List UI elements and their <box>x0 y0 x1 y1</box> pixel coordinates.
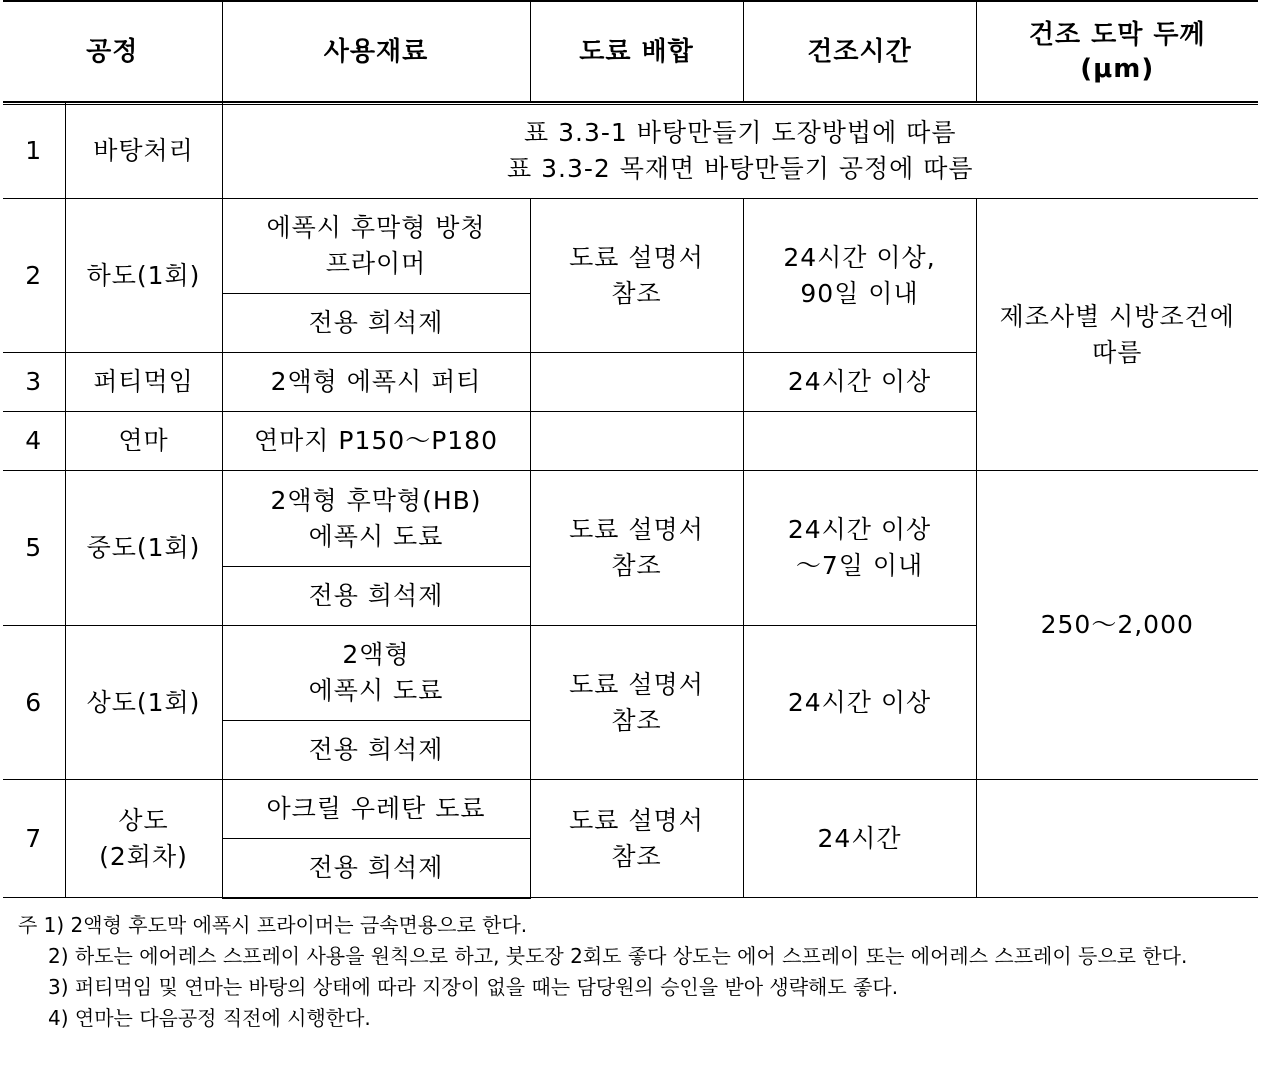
drying-cell: 24시간 이상 ～7일 이내 <box>743 471 976 626</box>
footnotes <box>18 910 1258 1034</box>
row-number: 1 <box>3 103 65 199</box>
header-process: 공정 <box>3 1 222 102</box>
drying-cell: 24시간 이상 <box>743 353 976 412</box>
row-number: 4 <box>3 412 65 471</box>
material-cell: 아크릴 우레탄 도료 <box>222 780 530 839</box>
header-drying-time: 건조시간 <box>743 1 976 102</box>
material-cell: 2액형 에폭시 퍼티 <box>222 353 530 412</box>
material-cell: 에폭시 후막형 방청 프라이머 <box>222 199 530 294</box>
table-row <box>3 780 1258 839</box>
mixing-cell <box>530 353 743 412</box>
footnote-4: 4) 연마는 다음공정 직전에 시행한다. <box>48 1006 371 1030</box>
thickness-cell: 250～2,000 <box>976 471 1258 780</box>
material-cell: 2액형 후막형(HB) 에폭시 도료 <box>222 471 530 567</box>
process-name: 상도(1회) <box>65 626 222 780</box>
material-cell: 전용 희석제 <box>222 294 530 353</box>
row-number: 7 <box>3 780 65 898</box>
row-number: 2 <box>3 199 65 353</box>
painting-process-body <box>3 102 1258 899</box>
material-cell: 전용 희석제 <box>222 721 530 780</box>
table-row <box>3 103 1258 199</box>
thickness-cell <box>976 780 1258 898</box>
footnote-1: 주 1) 2액형 후도막 에폭시 프라이머는 금속면용으로 한다. <box>18 913 528 937</box>
footnote-2: 2) 하도는 에어레스 스프레이 사용을 원칙으로 하고, 붓도장 2회도 좋다 상도는 에어 스프레이 또는 에어레스 스프레이 등으로 한다. <box>48 944 1188 968</box>
drying-cell: 24시간 이상, 90일 이내 <box>743 199 976 353</box>
footnote-3: 3) 퍼티먹임 및 연마는 바탕의 상태에 따라 지장이 없을 때는 담당원의 승인을 받아 생략해도 좋다. <box>48 975 899 999</box>
mixing-cell: 도료 설명서 참조 <box>530 626 743 780</box>
row-number: 6 <box>3 626 65 780</box>
drying-cell <box>743 412 976 471</box>
material-cell: 전용 희석제 <box>222 567 530 626</box>
process-name: 중도(1회) <box>65 471 222 626</box>
material-cell: 전용 희석제 <box>222 839 530 898</box>
header-material: 사용재료 <box>222 1 530 102</box>
process-name: 퍼티먹임 <box>65 353 222 412</box>
header-mixing: 도료 배합 <box>530 1 743 102</box>
drying-cell: 24시간 이상 <box>743 626 976 780</box>
table-row <box>3 199 1258 294</box>
header-thickness: 건조 도막 두께 (μm) <box>976 1 1258 102</box>
mixing-cell: 도료 설명서 참조 <box>530 471 743 626</box>
process-name: 하도(1회) <box>65 199 222 353</box>
header-row <box>3 1 1258 102</box>
process-name: 연마 <box>65 412 222 471</box>
row-number: 5 <box>3 471 65 626</box>
drying-cell: 24시간 <box>743 780 976 898</box>
table-row <box>3 471 1258 567</box>
material-cell: 2액형 에폭시 도료 <box>222 626 530 721</box>
mixing-cell <box>530 412 743 471</box>
process-name: 바탕처리 <box>65 103 222 199</box>
row-number: 3 <box>3 353 65 412</box>
material-cell: 연마지 P150～P180 <box>222 412 530 471</box>
process-name: 상도 (2회차) <box>65 780 222 898</box>
thickness-cell: 제조사별 시방조건에 따름 <box>976 199 1258 471</box>
merged-reference: 표 3.3-1 바탕만들기 도장방법에 따름 표 3.3-2 목재면 바탕만들기 공정에 따름 <box>222 103 1258 199</box>
painting-process-table <box>3 0 1258 105</box>
mixing-cell: 도료 설명서 참조 <box>530 780 743 898</box>
mixing-cell: 도료 설명서 참조 <box>530 199 743 353</box>
